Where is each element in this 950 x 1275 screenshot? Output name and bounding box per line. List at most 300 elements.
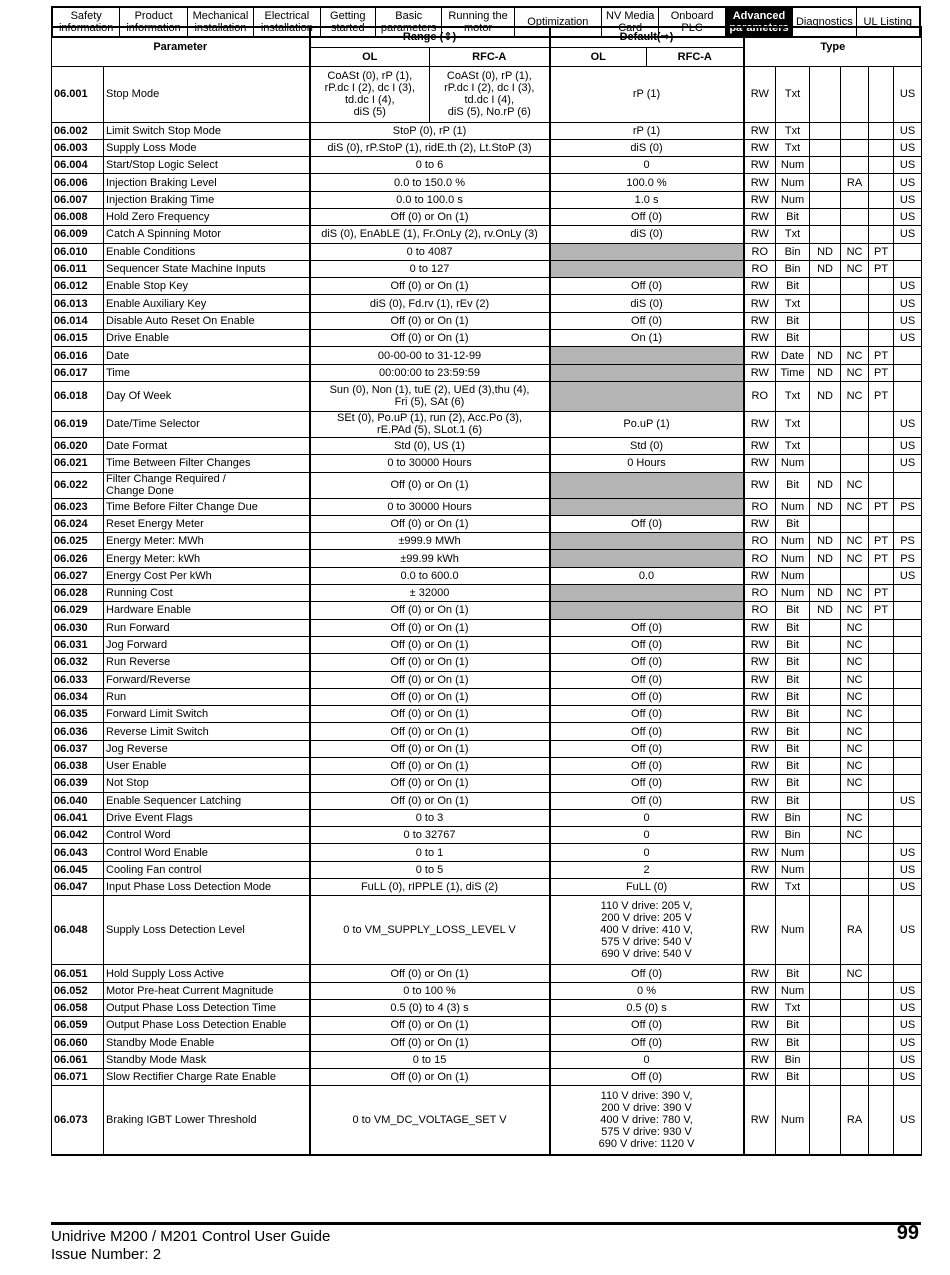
type-attr <box>894 758 922 775</box>
default-value <box>550 243 744 260</box>
type-attr: Num <box>776 191 810 208</box>
type-attr <box>810 636 841 653</box>
param-name: Jog Reverse <box>104 740 310 757</box>
type-attr <box>841 1051 869 1068</box>
param-number: 06.073 <box>52 1086 104 1155</box>
param-name: Drive Enable <box>104 330 310 347</box>
default-value: Off (0) <box>550 654 744 671</box>
default-value: Off (0) <box>550 1017 744 1034</box>
param-name: Date/Time Selector <box>104 411 310 437</box>
table-row <box>52 602 922 619</box>
type-attr <box>869 775 894 792</box>
type-attr: RW <box>744 896 776 965</box>
type-attr: RW <box>744 1017 776 1034</box>
type-attr <box>841 191 869 208</box>
type-attr: US <box>894 66 922 122</box>
param-number: 06.014 <box>52 312 104 329</box>
type-attr: RW <box>744 191 776 208</box>
type-attr <box>894 740 922 757</box>
type-attr: RA <box>841 174 869 191</box>
table-row <box>52 999 922 1016</box>
type-attr: RW <box>744 347 776 364</box>
type-attr: NC <box>841 671 869 688</box>
default-value: 0 <box>550 827 744 844</box>
type-attr: NC <box>841 260 869 277</box>
default-value: 0.0 <box>550 567 744 584</box>
type-attr <box>810 1069 841 1086</box>
default-value: Off (0) <box>550 312 744 329</box>
type-attr: NC <box>841 740 869 757</box>
type-attr <box>841 278 869 295</box>
type-attr: US <box>894 982 922 999</box>
table-row <box>52 896 922 965</box>
param-number: 06.035 <box>52 706 104 723</box>
param-number: 06.027 <box>52 567 104 584</box>
type-attr <box>869 844 894 861</box>
range-value: Off (0) or On (1) <box>310 312 550 329</box>
table-row <box>52 226 922 243</box>
type-attr <box>810 999 841 1016</box>
param-number: 06.007 <box>52 191 104 208</box>
table-row <box>52 191 922 208</box>
type-attr <box>810 1034 841 1051</box>
header-parameter: Parameter <box>52 27 310 66</box>
param-name: Supply Loss Detection Level <box>104 896 310 965</box>
nav-tab[interactable]: Basic parameters <box>376 8 442 36</box>
type-attr <box>810 706 841 723</box>
type-attr <box>841 1069 869 1086</box>
type-attr <box>810 723 841 740</box>
type-attr: PT <box>869 243 894 260</box>
type-attr: Bit <box>776 472 810 498</box>
param-number: 06.034 <box>52 688 104 705</box>
type-attr: NC <box>841 619 869 636</box>
type-attr: RW <box>744 982 776 999</box>
type-attr <box>869 122 894 139</box>
type-attr: US <box>894 411 922 437</box>
default-value: 1.0 s <box>550 191 744 208</box>
table-row <box>52 844 922 861</box>
type-attr <box>810 278 841 295</box>
type-attr <box>869 879 894 896</box>
type-attr: RW <box>744 295 776 312</box>
default-value: Off (0) <box>550 208 744 225</box>
param-number: 06.038 <box>52 758 104 775</box>
type-attr: RW <box>744 226 776 243</box>
param-number: 06.012 <box>52 278 104 295</box>
type-attr <box>810 157 841 174</box>
default-value <box>550 533 744 550</box>
type-attr: RO <box>744 260 776 277</box>
type-attr <box>841 66 869 122</box>
nav-tab[interactable]: NV Media Card <box>602 8 659 36</box>
param-number: 06.023 <box>52 498 104 515</box>
param-name: Hardware Enable <box>104 602 310 619</box>
param-number: 06.033 <box>52 671 104 688</box>
type-attr: NC <box>841 723 869 740</box>
type-attr: NC <box>841 688 869 705</box>
type-attr <box>869 861 894 878</box>
range-value: diS (0), Fd.rv (1), rEv (2) <box>310 295 550 312</box>
type-attr <box>810 982 841 999</box>
type-attr: Txt <box>776 66 810 122</box>
type-attr: RW <box>744 174 776 191</box>
range-value: Off (0) or On (1) <box>310 792 550 809</box>
table-row <box>52 775 922 792</box>
type-attr <box>841 208 869 225</box>
range-value: Off (0) or On (1) <box>310 654 550 671</box>
type-attr: RW <box>744 965 776 982</box>
param-number: 06.011 <box>52 260 104 277</box>
type-attr <box>841 861 869 878</box>
type-attr <box>869 157 894 174</box>
type-attr: NC <box>841 654 869 671</box>
nav-tab[interactable]: Onboard PLC <box>659 8 725 36</box>
type-attr <box>869 330 894 347</box>
type-attr: US <box>894 999 922 1016</box>
param-name: Start/Stop Logic Select <box>104 157 310 174</box>
type-attr: Bit <box>776 1017 810 1034</box>
type-attr: RW <box>744 636 776 653</box>
table-row <box>52 706 922 723</box>
type-attr <box>894 775 922 792</box>
range-value: Off (0) or On (1) <box>310 619 550 636</box>
type-attr <box>810 861 841 878</box>
param-name: Reset Energy Meter <box>104 515 310 532</box>
range-value: Off (0) or On (1) <box>310 723 550 740</box>
default-value: 2 <box>550 861 744 878</box>
param-number: 06.037 <box>52 740 104 757</box>
default-value: Po.uP (1) <box>550 411 744 437</box>
nav-tab[interactable]: Product information <box>120 8 187 36</box>
param-number: 06.022 <box>52 472 104 498</box>
param-name: Output Phase Loss Detection Enable <box>104 1017 310 1034</box>
type-attr: ND <box>810 602 841 619</box>
range-value: Off (0) or On (1) <box>310 740 550 757</box>
table-row <box>52 330 922 347</box>
type-attr: RW <box>744 139 776 156</box>
range-value: 0 to 32767 <box>310 827 550 844</box>
type-attr: US <box>894 191 922 208</box>
range-value: Off (0) or On (1) <box>310 688 550 705</box>
param-number: 06.030 <box>52 619 104 636</box>
default-value: Off (0) <box>550 619 744 636</box>
type-attr: Num <box>776 844 810 861</box>
type-attr: RW <box>744 122 776 139</box>
type-attr: NC <box>841 472 869 498</box>
param-name: Jog Forward <box>104 636 310 653</box>
type-attr: NC <box>841 809 869 826</box>
type-attr <box>869 1017 894 1034</box>
param-name: Drive Event Flags <box>104 809 310 826</box>
type-attr <box>810 139 841 156</box>
type-attr: RW <box>744 1034 776 1051</box>
param-name: Injection Braking Time <box>104 191 310 208</box>
param-number: 06.019 <box>52 411 104 437</box>
param-name: Input Phase Loss Detection Mode <box>104 879 310 896</box>
type-attr <box>841 330 869 347</box>
type-attr <box>869 66 894 122</box>
type-attr: PS <box>894 533 922 550</box>
nav-tab[interactable]: Mechanical installation <box>188 8 254 36</box>
type-attr <box>841 139 869 156</box>
type-attr <box>810 792 841 809</box>
type-attr <box>810 1017 841 1034</box>
param-number: 06.032 <box>52 654 104 671</box>
type-attr <box>810 437 841 454</box>
type-attr: RO <box>744 602 776 619</box>
type-attr: RO <box>744 498 776 515</box>
table-row <box>52 619 922 636</box>
default-value: rP (1) <box>550 122 744 139</box>
nav-tab[interactable]: UL Listing <box>863 16 913 28</box>
type-attr: ND <box>810 550 841 567</box>
default-value: 0.5 (0) s <box>550 999 744 1016</box>
table-row <box>52 827 922 844</box>
type-attr: Bit <box>776 671 810 688</box>
type-attr <box>810 1086 841 1155</box>
table-row <box>52 498 922 515</box>
type-attr: Txt <box>776 226 810 243</box>
range-value: 00:00:00 to 23:59:59 <box>310 364 550 381</box>
default-value: 110 V drive: 390 V, 200 V drive: 390 V 400 V drive: 780 V, 575 V drive: 930 V 690 V drive: 1120 V <box>550 1086 744 1155</box>
type-attr: US <box>894 139 922 156</box>
type-attr <box>810 879 841 896</box>
param-number: 06.028 <box>52 585 104 602</box>
table-row <box>52 1086 922 1155</box>
range-value: Off (0) or On (1) <box>310 1034 550 1051</box>
type-attr: RW <box>744 827 776 844</box>
param-number: 06.042 <box>52 827 104 844</box>
table-row <box>52 455 922 472</box>
table-row <box>52 243 922 260</box>
type-attr: Txt <box>776 411 810 437</box>
type-attr: NC <box>841 775 869 792</box>
range-value: ±999.9 MWh <box>310 533 550 550</box>
range-value: diS (0), rP.StoP (1), ridE.th (2), Lt.StoP (3) <box>310 139 550 156</box>
type-attr: NC <box>841 965 869 982</box>
range-value: Off (0) or On (1) <box>310 1017 550 1034</box>
table-row <box>52 965 922 982</box>
type-attr: Num <box>776 1086 810 1155</box>
type-attr <box>810 312 841 329</box>
param-name: Date <box>104 347 310 364</box>
type-attr <box>869 619 894 636</box>
type-attr <box>841 982 869 999</box>
table-row <box>52 533 922 550</box>
type-attr <box>869 671 894 688</box>
param-name: Not Stop <box>104 775 310 792</box>
header-type: Type <box>744 27 922 66</box>
type-attr <box>841 226 869 243</box>
range-ol: CoASt (0), rP (1), rP.dc I (2), dc I (3), td.dc I (4), diS (5) <box>310 66 430 122</box>
type-attr: RW <box>744 775 776 792</box>
type-attr: Num <box>776 157 810 174</box>
type-attr: RW <box>744 792 776 809</box>
default-value: Off (0) <box>550 688 744 705</box>
table-row <box>52 1017 922 1034</box>
type-attr <box>869 455 894 472</box>
type-attr: US <box>894 861 922 878</box>
type-attr <box>810 688 841 705</box>
table-row <box>52 472 922 498</box>
range-value: 00-00-00 to 31-12-99 <box>310 347 550 364</box>
type-attr <box>841 879 869 896</box>
type-attr: ND <box>810 260 841 277</box>
param-name: Supply Loss Mode <box>104 139 310 156</box>
type-attr: RO <box>744 243 776 260</box>
table-row <box>52 157 922 174</box>
type-attr: RW <box>744 671 776 688</box>
type-attr: US <box>894 330 922 347</box>
type-attr: Bit <box>776 330 810 347</box>
type-attr <box>869 139 894 156</box>
type-attr: Num <box>776 585 810 602</box>
type-attr <box>810 827 841 844</box>
range-value: Off (0) or On (1) <box>310 602 550 619</box>
default-value: diS (0) <box>550 139 744 156</box>
param-name: Injection Braking Level <box>104 174 310 191</box>
param-name: Energy Meter: kWh <box>104 550 310 567</box>
type-attr: Bit <box>776 775 810 792</box>
type-attr: Txt <box>776 139 810 156</box>
type-attr: RW <box>744 999 776 1016</box>
default-value: 0 Hours <box>550 455 744 472</box>
default-value <box>550 260 744 277</box>
default-value: 110 V drive: 205 V, 200 V drive: 205 V 400 V drive: 410 V, 575 V drive: 540 V 690 V drive: 540 V <box>550 896 744 965</box>
nav-tab[interactable]: Diagnostics <box>793 8 856 36</box>
type-attr <box>841 844 869 861</box>
param-name: Energy Cost Per kWh <box>104 567 310 584</box>
range-value: FuLL (0), rIPPLE (1), diS (2) <box>310 879 550 896</box>
type-attr: RW <box>744 706 776 723</box>
default-value: 0 <box>550 157 744 174</box>
range-value: 0 to 5 <box>310 861 550 878</box>
type-attr <box>869 827 894 844</box>
type-attr: ND <box>810 533 841 550</box>
page-number: 99 <box>896 1222 919 1244</box>
type-attr: Num <box>776 982 810 999</box>
header-range: Range (⇕) <box>310 27 550 47</box>
header-default-ol: OL <box>550 47 647 66</box>
table-row <box>52 364 922 381</box>
type-attr: Date <box>776 347 810 364</box>
param-number: 06.036 <box>52 723 104 740</box>
type-attr: US <box>894 226 922 243</box>
type-attr: NC <box>841 243 869 260</box>
type-attr <box>841 122 869 139</box>
default-value <box>550 550 744 567</box>
param-name: Enable Stop Key <box>104 278 310 295</box>
table-row <box>52 809 922 826</box>
range-value: Off (0) or On (1) <box>310 1069 550 1086</box>
type-attr: US <box>894 437 922 454</box>
nav-tab[interactable]: Advanced parameters <box>726 8 793 36</box>
range-value: 0 to 127 <box>310 260 550 277</box>
type-attr: PS <box>894 498 922 515</box>
type-attr <box>869 1051 894 1068</box>
param-name: Sequencer State Machine Inputs <box>104 260 310 277</box>
param-name: Hold Supply Loss Active <box>104 965 310 982</box>
type-attr: ND <box>810 498 841 515</box>
type-attr <box>841 455 869 472</box>
param-name: Stop Mode <box>104 66 310 122</box>
type-attr <box>869 758 894 775</box>
nav-tab[interactable]: Safety information <box>53 8 120 36</box>
type-attr: RW <box>744 157 776 174</box>
table-row <box>52 792 922 809</box>
param-number: 06.052 <box>52 982 104 999</box>
type-attr <box>810 965 841 982</box>
type-attr <box>869 1034 894 1051</box>
type-attr <box>894 706 922 723</box>
param-number: 06.010 <box>52 243 104 260</box>
type-attr: NC <box>841 585 869 602</box>
range-value: 0.0 to 600.0 <box>310 567 550 584</box>
param-name: Date Format <box>104 437 310 454</box>
default-value: 0 % <box>550 982 744 999</box>
type-attr: US <box>894 157 922 174</box>
type-attr <box>810 66 841 122</box>
range-value: Off (0) or On (1) <box>310 208 550 225</box>
type-attr <box>810 455 841 472</box>
type-attr <box>810 775 841 792</box>
nav-tab[interactable]: Getting started <box>321 8 377 36</box>
default-value <box>550 498 744 515</box>
nav-tab[interactable]: Electrical installation <box>254 8 320 36</box>
param-number: 06.017 <box>52 364 104 381</box>
table-row <box>52 585 922 602</box>
param-number: 06.045 <box>52 861 104 878</box>
param-name: Braking IGBT Lower Threshold <box>104 1086 310 1155</box>
type-attr <box>894 619 922 636</box>
type-attr <box>869 706 894 723</box>
param-number: 06.058 <box>52 999 104 1016</box>
type-attr: RA <box>841 1086 869 1155</box>
param-number: 06.047 <box>52 879 104 896</box>
nav-tab[interactable]: Optimization <box>515 8 602 36</box>
type-attr <box>841 437 869 454</box>
type-attr <box>894 347 922 364</box>
param-name: Enable Sequencer Latching <box>104 792 310 809</box>
type-attr <box>841 1034 869 1051</box>
type-attr <box>894 472 922 498</box>
param-number: 06.002 <box>52 122 104 139</box>
range-value: SEt (0), Po.uP (1), run (2), Acc.Po (3), rE.PAd (5), SLot.1 (6) <box>310 411 550 437</box>
type-attr: NC <box>841 347 869 364</box>
param-name: Catch A Spinning Motor <box>104 226 310 243</box>
type-attr: RW <box>744 809 776 826</box>
type-attr <box>869 723 894 740</box>
param-number: 06.043 <box>52 844 104 861</box>
param-number: 06.029 <box>52 602 104 619</box>
type-attr: NC <box>841 706 869 723</box>
type-attr: PT <box>869 498 894 515</box>
range-value: Off (0) or On (1) <box>310 330 550 347</box>
nav-tab[interactable]: Running the motor <box>442 8 514 36</box>
type-attr: US <box>894 208 922 225</box>
type-attr <box>869 896 894 965</box>
type-attr: Num <box>776 498 810 515</box>
type-attr: PT <box>869 602 894 619</box>
table-row <box>52 567 922 584</box>
type-attr: Num <box>776 896 810 965</box>
type-attr <box>810 122 841 139</box>
type-attr: RO <box>744 550 776 567</box>
param-number: 06.020 <box>52 437 104 454</box>
type-attr <box>894 827 922 844</box>
type-attr: Txt <box>776 122 810 139</box>
